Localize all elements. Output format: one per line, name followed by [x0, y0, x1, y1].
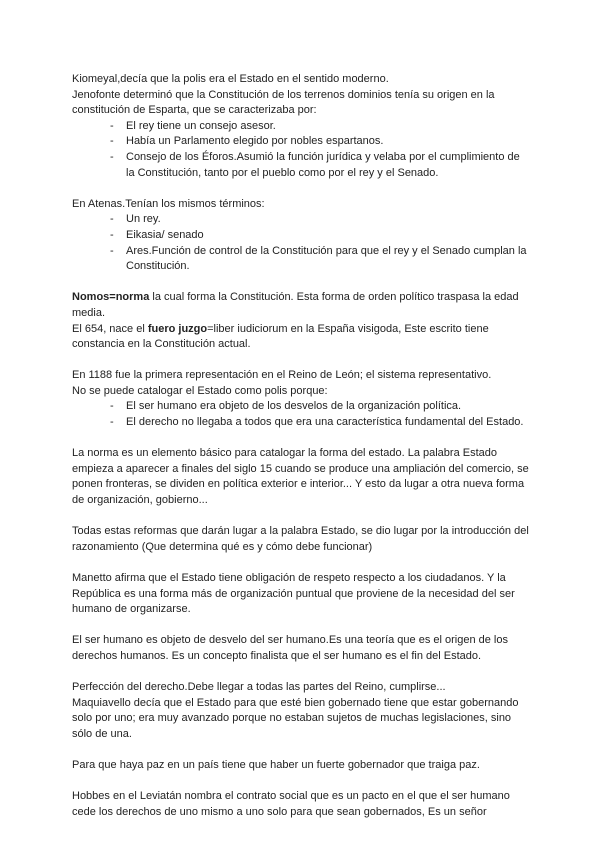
list-item: - El derecho no llegaba a todos que era una característica fundamental del Estado. — [110, 415, 530, 431]
list-atenas — [72, 212, 530, 274]
paragraph-reformas: Todas estas reformas que darán lugar a la palabra Estado, se dio lugar por la introducción del razonamiento (Que determina qué es y cómo debe funcionar) — [72, 525, 529, 553]
paragraph-ser-humano: El ser humano es objeto de desvelo del ser humano.Es una teoría que es el origen de los derechos humanos. Es un concepto finalista que el ser humano es el fin del Estado. — [72, 634, 508, 662]
paragraph-kiomeyal: Kiomeyal,decía que la polis era el Estado en el sentido moderno. — [72, 73, 389, 85]
paragraph-paz: Para que haya paz en un país tiene que haber un fuerte gobernador que traiga paz. — [72, 759, 480, 772]
list-item: - El rey tiene un consejo asesor. — [110, 119, 530, 135]
text-span: la cual forma la Constitución. Esta forma de orden político traspasa la edad media. — [72, 291, 519, 319]
paragraph-manetto: Manetto afirma que el Estado tiene obligación de respeto respecto a los ciudadanos. Y la República es una forma más de organización puntual que proviene de la necesidad del ser humano de organizarse. — [72, 572, 515, 616]
list-item: - Había un Parlamento elegido por nobles espartanos. — [110, 134, 530, 150]
text-span: El 654, nace el — [72, 322, 148, 335]
paragraph-polis: No se puede catalogar el Estado como polis porque: — [72, 384, 328, 397]
paragraph-atenas: En Atenas.Tenían los mismos términos: — [72, 197, 265, 210]
list-item: - El ser humano era objeto de los desvelos de la organización política. — [110, 399, 530, 415]
paragraph-perfeccion: Perfección del derecho.Debe llegar a todas las partes del Reino, cumplirse... — [72, 681, 446, 694]
paragraph-jenofonte: Jenofonte determinó que la Constitución de los terrenos dominios tenía su origen en la constitución de Esparta, que se caracterizaba por: — [72, 88, 495, 117]
bold-term-nomos: Nomos=norma — [72, 291, 150, 304]
list-polis — [72, 399, 530, 430]
paragraph-nomos — [72, 290, 530, 321]
paragraph-hobbes: Hobbes en el Leviatán nombra el contrato social que es un pacto en el que el ser humano cede los derechos de uno mismo a uno solo para que sean gobernados, Es un señor — [72, 790, 510, 818]
paragraph-1188: En 1188 fue la primera representación en el Reino de León; el sistema representativo. — [72, 369, 492, 382]
list-item: - Ares.Función de control de la Constitución para que el rey y el Senado cumplan la Constitución. — [110, 244, 530, 275]
list-esparta — [72, 119, 530, 181]
paragraph-maquiavello: Maquiavello decía que el Estado para que esté bien gobernado tiene que estar gobernando solo por uno; era muy avanzado porque no estaban sujetos de muchas legislaciones, sino sólo de una. — [72, 696, 519, 740]
paragraph-norma: La norma es un elemento básico para catalogar la forma del estado. La palabra Estado empieza a aparecer a finales del siglo 15 cuando se produce una ampliación del comercio, se ponen fronteras, se dividen en política exterior e interior... Y esto da lugar a otra nueva forma de organización, gobierno... — [72, 447, 529, 507]
list-item: - Eikasia/ senado — [110, 228, 530, 244]
text-span: =liber iudiciorum en la España visigoda, Este escrito tiene constancia en la Constitución actual. — [72, 322, 489, 351]
bold-term-fuero-juzgo: fuero juzgo — [147, 322, 208, 335]
list-item: - Consejo de los Éforos.Asumió la función jurídica y velaba por el cumplimiento de la Constitución, tanto por el pueblo como por el rey y el Senado. — [110, 150, 530, 181]
paragraph-fuero-juzgo — [72, 322, 530, 353]
list-item: - Un rey. — [110, 212, 530, 228]
